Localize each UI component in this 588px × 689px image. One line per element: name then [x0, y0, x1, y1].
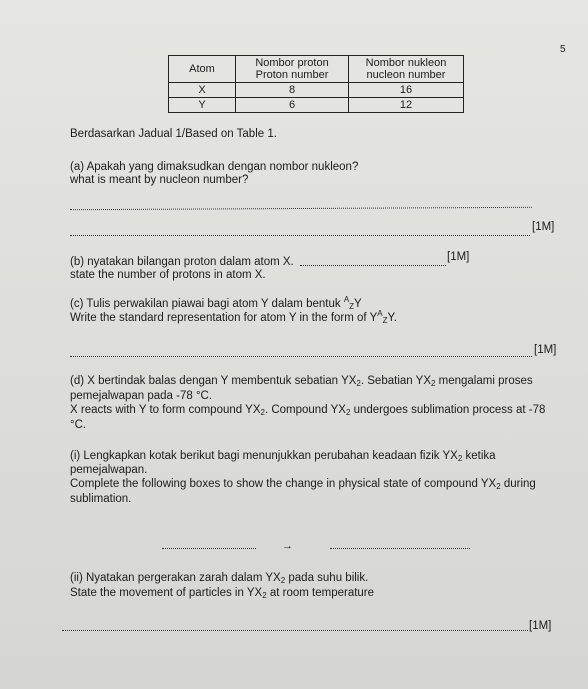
state-change-arrow-icon: →	[282, 540, 293, 552]
compound-sub: 2	[280, 576, 286, 585]
compound-base: YX	[442, 450, 458, 462]
compound-base: YX	[246, 587, 263, 599]
compound-sub: 2	[260, 408, 265, 417]
qd-line3-mid: . Compound	[264, 404, 331, 416]
qc-mass-symbol-en: A	[377, 309, 383, 318]
qc-english-text: Write the standard representation for atom Y in the form of	[70, 312, 370, 324]
qc-element: Y	[354, 298, 362, 310]
table-header-row	[169, 56, 464, 83]
header-atom	[169, 56, 236, 83]
cell-atom: Y	[169, 98, 236, 113]
table-row	[169, 98, 464, 113]
qd-line-1	[70, 375, 533, 388]
initial-state-blank[interactable]	[162, 548, 256, 549]
qdii-eng-pre: State the movement of particles in	[70, 587, 247, 599]
compound-sub: 2	[457, 454, 463, 463]
qdii-answer-line[interactable]	[62, 630, 528, 631]
qd-line1-post: mengalami proses	[435, 375, 533, 387]
cell-proton: 6	[236, 98, 349, 113]
qd-line3-pre: X reacts with Y to form compound	[70, 404, 246, 416]
qa-malay: (a) Apakah yang dimaksudkan dengan nombor nukleon?	[70, 161, 359, 173]
qd-line-4: °C.	[70, 419, 87, 431]
qdi-eng1-post: during	[500, 478, 536, 490]
qa-answer-line-2[interactable]	[70, 235, 530, 236]
qc-atomic-symbol-en: Z	[382, 316, 388, 325]
header-nucleon-malay: Nombor nukleon	[365, 57, 447, 69]
compound-base: YX	[341, 375, 357, 387]
compound-sub: 2	[496, 482, 501, 491]
qa-mark: [1M]	[532, 221, 555, 233]
compound-sub: 2	[262, 591, 267, 600]
qdii-malay-post: pada suhu bilik.	[285, 572, 369, 584]
qdi-malay-1	[70, 450, 496, 463]
qd-line3-post: undergoes sublimation process at -78	[350, 404, 546, 416]
qa-answer-line-1[interactable]	[70, 207, 532, 210]
qb-malay: (b) nyatakan bilangan proton dalam atom X.	[70, 256, 294, 268]
table-row	[169, 83, 464, 98]
qdii-english	[70, 587, 374, 600]
page-number: 5	[560, 44, 566, 55]
qd-line-3	[70, 404, 545, 417]
cell-proton: 8	[236, 83, 349, 98]
qb-answer-line[interactable]	[300, 265, 446, 266]
qc-mark: [1M]	[534, 344, 557, 356]
compound-sub: 2	[356, 379, 361, 388]
qdi-malay1-pre: (i) Lengkapkan kotak berikut bagi menunjukkan perubahan keadaan fizik	[70, 450, 443, 462]
intro-text: Berdasarkan Jadual 1/Based on Table 1.	[70, 128, 277, 140]
header-nucleon-number	[349, 56, 464, 83]
compound-base: YX	[480, 478, 497, 490]
cell-nucleon: 16	[349, 83, 464, 98]
compound-base: YX	[330, 404, 346, 416]
header-proton-english: Proton number	[255, 69, 329, 81]
final-state-blank[interactable]	[330, 548, 470, 549]
qc-english: Write the standard representation for atom Y in the form of $Y^A_ZY$.	[70, 309, 397, 325]
header-proton-malay: Nombor proton	[255, 57, 329, 69]
qb-english: state the number of protons in atom X.	[70, 269, 266, 281]
qa-english: what is meant by nucleon number?	[70, 174, 249, 186]
qd-line-2: pemejalwapan pada -78 °C.	[70, 390, 213, 402]
qc-mass-symbol: A	[343, 295, 350, 304]
qc-element-en-2: Y	[387, 312, 394, 324]
compound-sub: 2	[431, 379, 436, 388]
cell-nucleon: 12	[349, 98, 464, 113]
qdi-malay1-post: ketika	[462, 450, 496, 462]
header-atom-label: Atom	[189, 63, 215, 75]
qc-element-en: Y	[369, 312, 378, 324]
qc-answer-line[interactable]	[70, 356, 532, 357]
qdii-mark: [1M]	[529, 620, 552, 632]
qb-mark: [1M]	[447, 251, 470, 263]
qdii-malay	[70, 572, 368, 585]
compound-sub: 2	[345, 408, 351, 417]
qd-line1-pre: (d) X bertindak balas dengan Y membentuk sebatian	[70, 375, 342, 387]
qdi-malay-2: pemejalwapan.	[70, 464, 148, 476]
qdi-english-2: sublimation.	[70, 493, 132, 505]
qdii-eng-post: at room temperature	[266, 587, 375, 599]
cell-atom: X	[169, 83, 236, 98]
compound-base: YX	[265, 572, 281, 584]
atom-table	[168, 55, 464, 113]
header-proton-number	[236, 56, 349, 83]
compound-base: YX	[415, 375, 431, 387]
qc-malay-text: (c) Tulis perwakilan piawai bagi atom Y dalam bentuk	[70, 298, 344, 310]
qd-line1-mid: . Sebatian	[360, 375, 416, 387]
header-nucleon-english: nucleon number	[366, 69, 446, 81]
compound-base: YX	[245, 404, 261, 416]
qdi-english-1	[70, 478, 536, 491]
qdi-eng1-pre: Complete the following boxes to show the change in physical state of compound	[70, 478, 481, 490]
qc-atomic-symbol: Z	[349, 302, 355, 311]
qdii-malay-pre: (ii) Nyatakan pergerakan zarah dalam	[70, 572, 266, 584]
